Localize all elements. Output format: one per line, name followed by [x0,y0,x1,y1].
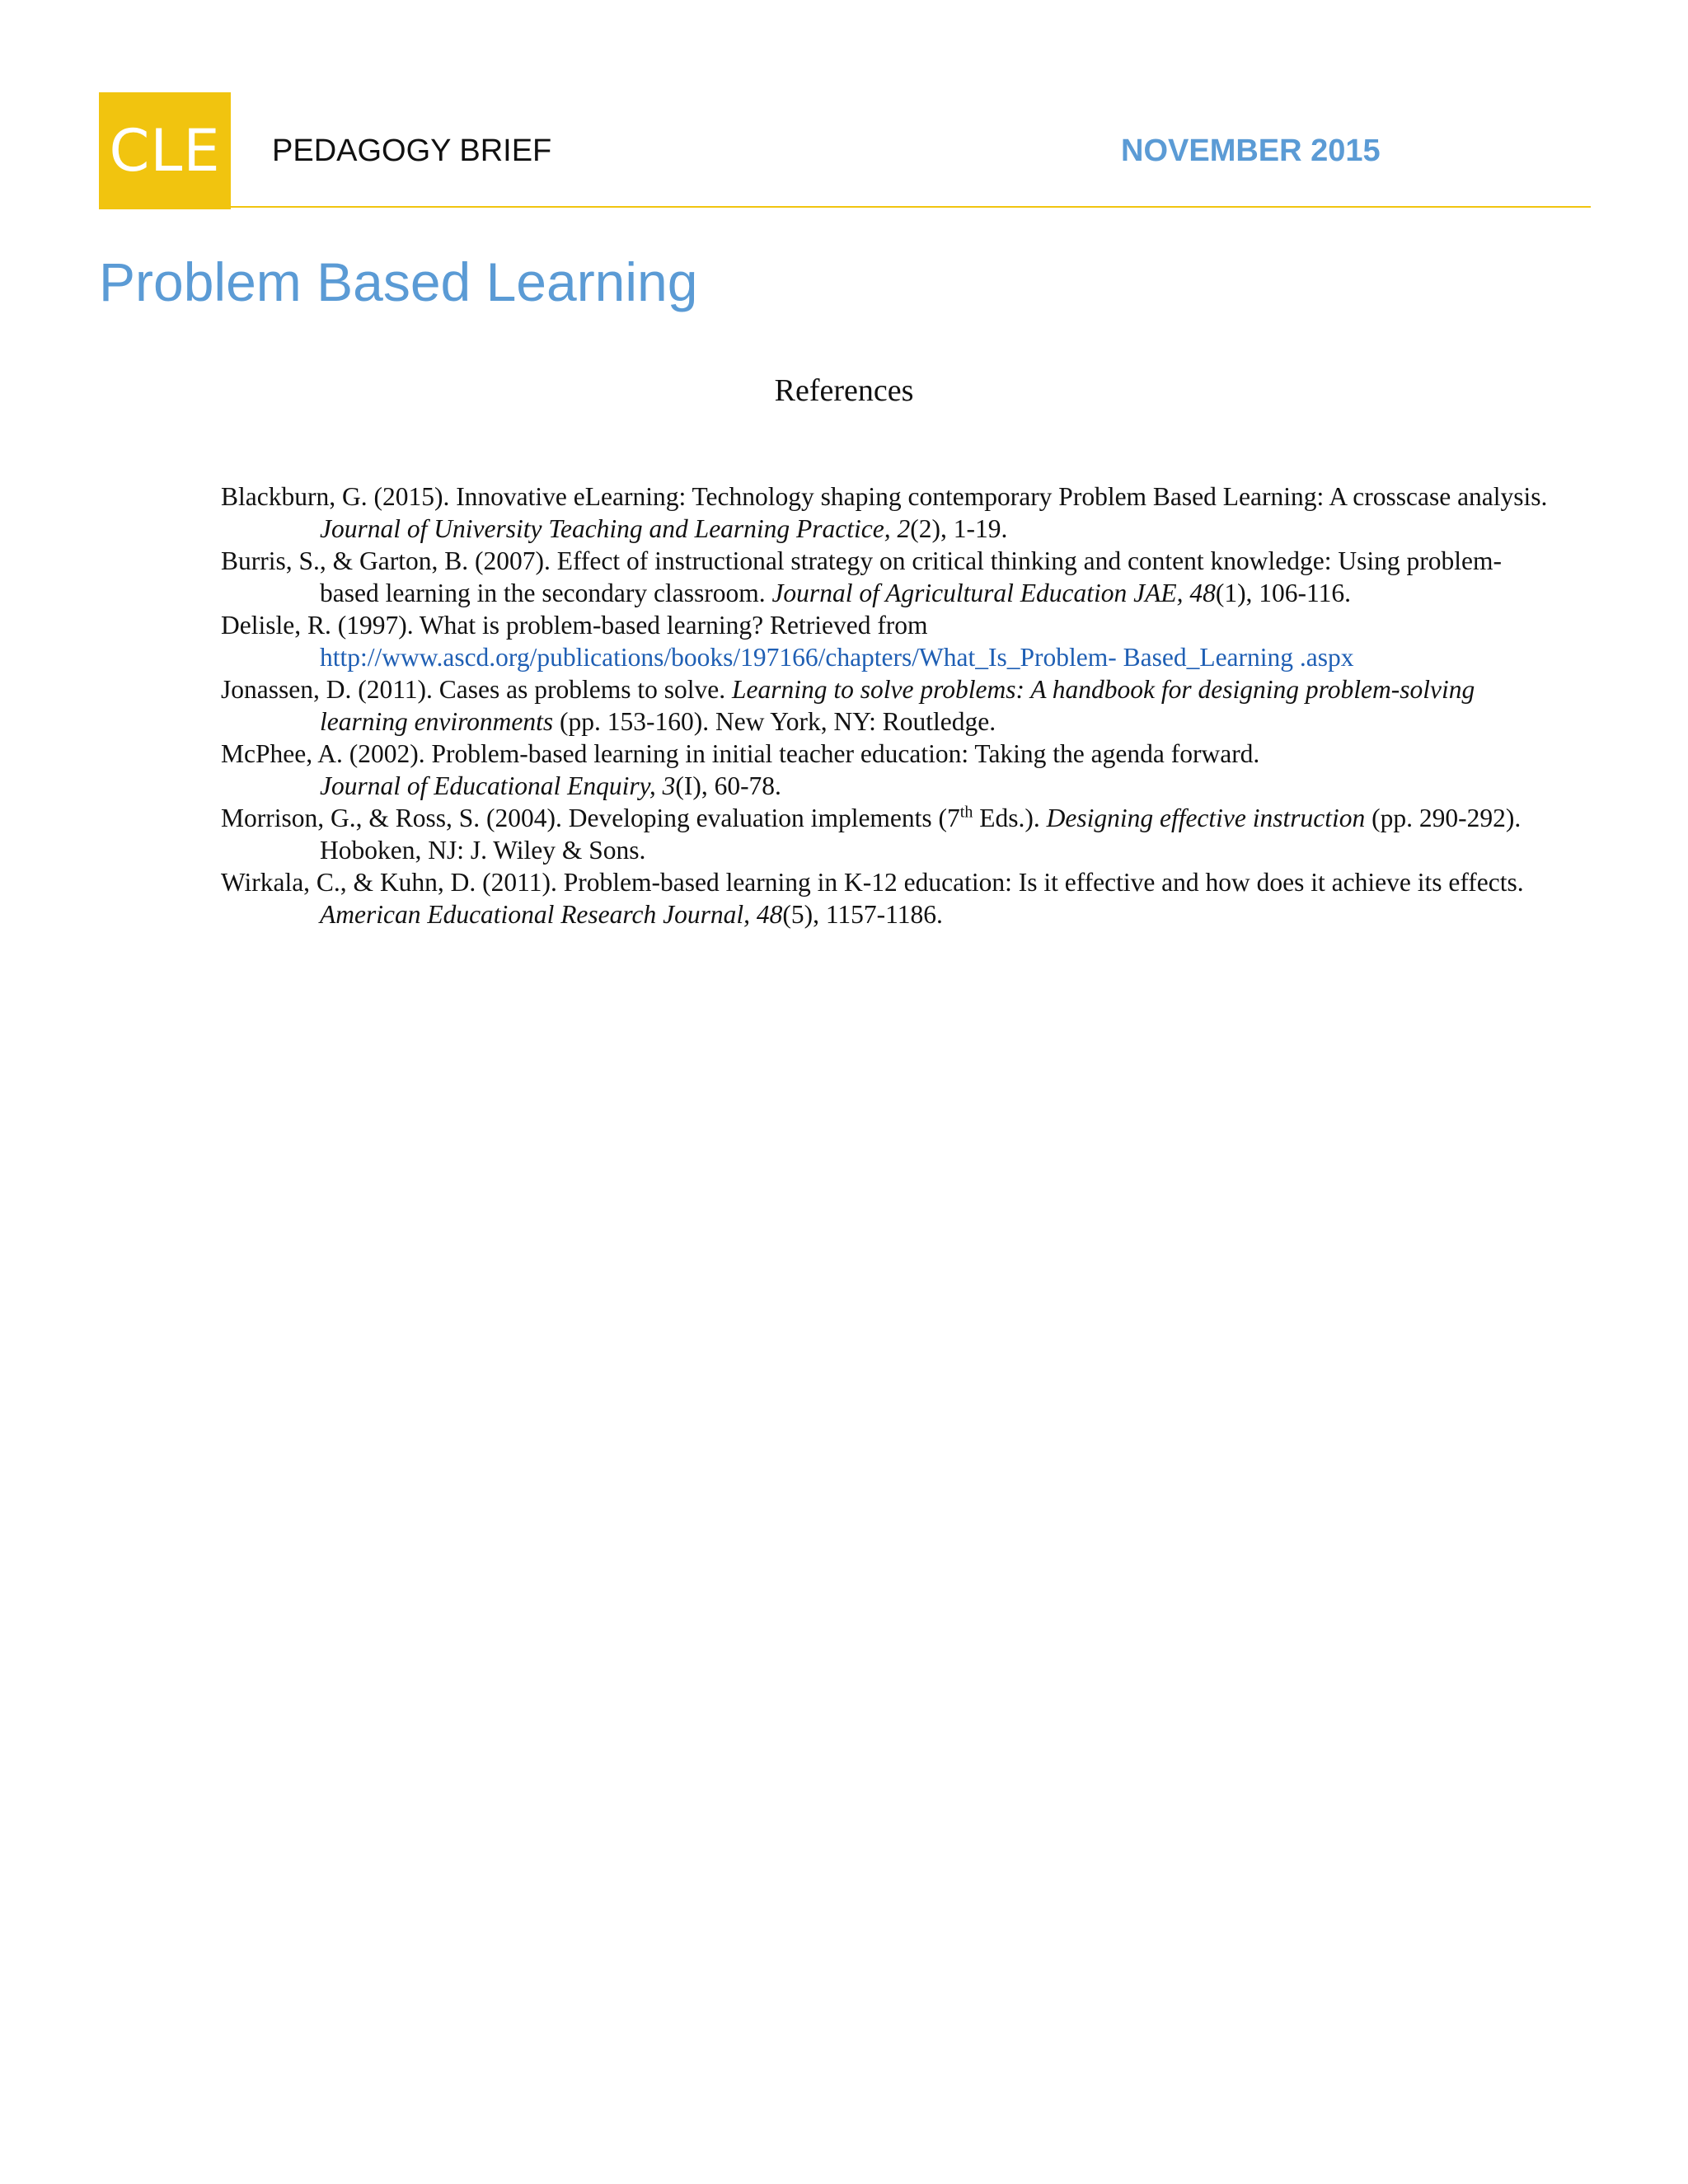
reference-tail: (pp. 290-292). Hoboken, NJ: J. Wiley & Sons. [320,804,1522,865]
reference-lead: McPhee, A. (2002). Problem-based learning in initial teacher education: Taking the agenda forward. [221,739,1260,768]
reference-source: Learning to solve problems: A handbook for designing problem-solving learning environments [320,675,1475,736]
page-title: Problem Based Learning [99,251,698,312]
reference-superscript: th [959,803,973,822]
reference-lead-continued: Eds.). [973,804,1047,832]
reference-tail: (2), 1-19. [910,514,1008,543]
reference-lead: Wirkala, C., & Kuhn, D. (2011). Problem-based learning in K-12 education: Is it effective and how does it achieve its effects. [221,868,1524,897]
reference-lead: Delisle, R. (1997). What is problem-based learning? Retrieved from [221,611,928,640]
reference-lead: Jonassen, D. (2011). Cases as problems to solve. [221,675,733,704]
reference-source: Journal of University Teaching and Learning Practice, 2 [320,514,911,543]
reference-link[interactable]: http://www.ascd.org/publications/books/197166/chapters/What_Is_Problem- Based_Learning .aspx [320,643,1354,672]
reference-item [221,609,1556,673]
reference-source: Journal of Agricultural Education JAE, 48 [771,579,1216,607]
reference-item [221,802,1556,866]
reference-item [221,545,1556,609]
reference-item [221,480,1556,545]
reference-item [221,738,1556,802]
references-heading: References [774,373,914,408]
logo-text: CLE [109,117,221,185]
reference-source: Designing effective instruction [1046,804,1366,832]
issue-date: NOVEMBER 2015 [1121,134,1381,168]
reference-tail: (I), 60-78. [675,771,781,800]
reference-source: Journal of Educational Enquiry, 3 [320,771,676,800]
reference-lead: Morrison, G., & Ross, S. (2004). Developing evaluation implements (7 [221,804,960,832]
reference-tail: (1), 106-116. [1215,579,1352,607]
brief-label: PEDAGOGY BRIEF [272,134,552,168]
cle-logo [99,92,231,209]
reference-lead: Burris, S., & Garton, B. (2007). Effect of instructional strategy on critical thinking and content knowledge: Using problem-based learning in the secondary classroom. [221,546,1502,607]
reference-tail: (pp. 153-160). New York, NY: Routledge. [553,707,996,736]
header-divider [231,206,1591,208]
reference-item [221,866,1556,930]
reference-source: American Educational Research Journal, 48 [320,900,783,929]
reference-lead: Blackburn, G. (2015). Innovative eLearning: Technology shaping contemporary Problem Based Learning: A crosscase analysis. [221,482,1548,511]
reference-tail: (5), 1157-1186. [782,900,943,929]
reference-list [221,480,1556,930]
reference-item [221,673,1556,738]
